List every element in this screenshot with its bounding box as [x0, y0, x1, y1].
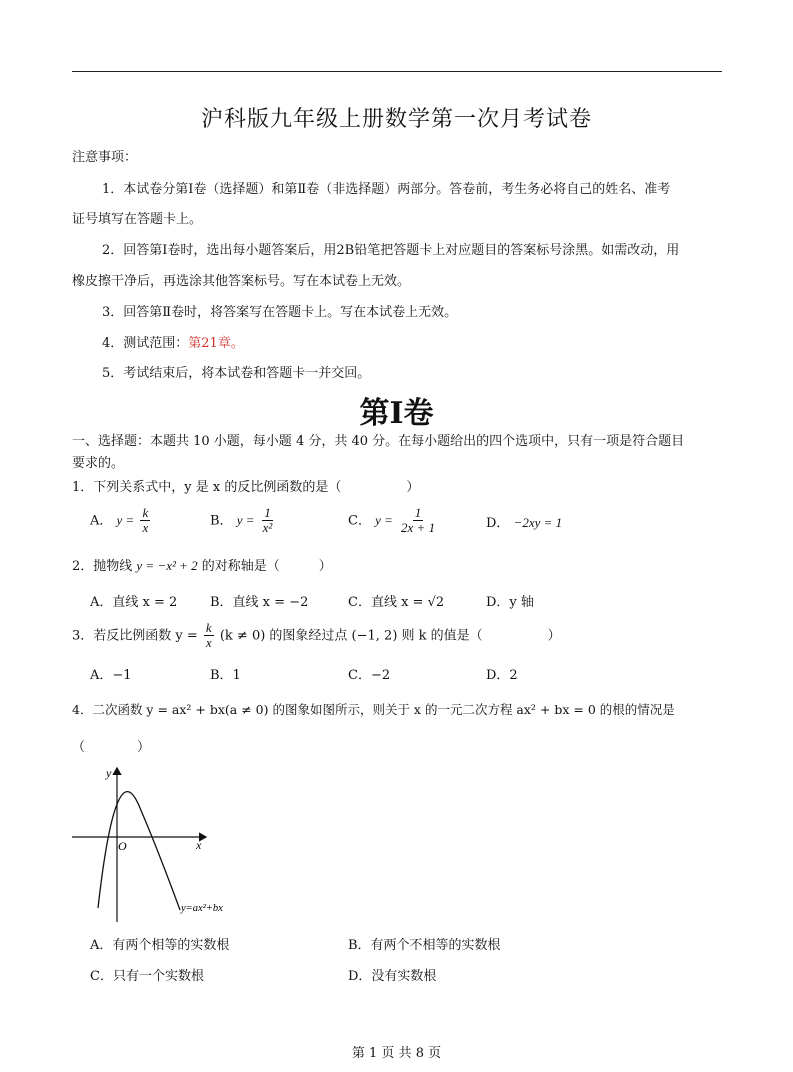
q3-option-c: C．−2 [348, 668, 391, 683]
note-2-line-1: 2．回答第Ⅰ卷时，选出每小题答案后，用2B铅笔把答题卡上对应题目的答案标号涂黑。如需改动，用 [102, 243, 680, 258]
q3-option-a: A．−1 [90, 668, 132, 683]
page-footer: 第 1 页 共 8 页 [351, 1046, 442, 1061]
q1-option-b: B． y = $\frac{1}{\text{x²}}$ [210, 505, 273, 536]
q2-stem: 2．抛物线 y = −x² + 2 的对称轴是（ ） [72, 558, 332, 574]
q4-option-d: D．没有实数根 [348, 969, 437, 984]
parabola-graph [68, 760, 248, 925]
note-1-line-1: 1．本试卷分第Ⅰ卷（选择题）和第Ⅱ卷（非选择题）两部分。答卷前，考生务必将自己的姓名、准考 [102, 182, 671, 197]
section-title: 第Ⅰ卷 [359, 396, 434, 431]
test-range: 第21章。 [188, 336, 244, 351]
part-intro-line-1: 一、选择题：本题共 10 小题，每小题 4 分，共 40 分。在每小题给出的四个选项中，只有一项是符合题目 [72, 434, 685, 449]
q4-option-b: B．有两个不相等的实数根 [348, 938, 501, 953]
q3-option-d: D．2 [486, 668, 518, 683]
q2-option-c: C．直线 x = √2 [348, 595, 445, 610]
q2-option-b: B．直线 x = −2 [210, 595, 309, 610]
q3-option-b: B．1 [210, 668, 241, 683]
q2-option-a: A．直线 x = 2 [90, 595, 178, 610]
parabola-curve [98, 792, 180, 910]
page-title: 沪科版九年级上册数学第一次月考试卷 [200, 107, 592, 132]
q3-stem: 3．若反比例函数 y = $\frac{k}{x}$ (k ≠ 0) 的图象经过点 (−1, 2) 则 k 的值是（ ） [72, 620, 561, 651]
q4-option-c: C．只有一个实数根 [90, 969, 204, 984]
note-5: 5．考试结束后，将本试卷和答题卡一并交回。 [102, 366, 371, 381]
graph-origin-label: O [118, 839, 127, 853]
graph-curve-label: y=ax²+bx [181, 903, 223, 914]
note-4 [102, 332, 244, 351]
q1-option-a: A． y = $\frac{k}{x}$ [90, 505, 149, 536]
notes-heading: 注意事项： [72, 150, 138, 165]
note-2-line-2: 橡皮擦干净后，再选涂其他答案标号。写在本试卷上无效。 [72, 274, 411, 289]
q4-stem-line-2: （ ） [72, 740, 151, 755]
q1-option-c: C． y = $\frac{1}{2x + 1}$ [348, 505, 436, 536]
graph-y-label: y [106, 766, 112, 780]
note-4-prefix: 4．测试范围： [102, 336, 189, 351]
q4-option-a: A．有两个相等的实数根 [90, 938, 230, 953]
q1-option-d: D． −2xy = 1 [486, 515, 563, 531]
q2-option-d: D．y 轴 [486, 595, 534, 610]
part-intro-line-2: 要求的。 [72, 456, 125, 471]
header-rule [72, 71, 722, 72]
graph-x-label: x [196, 838, 202, 852]
note-1-line-2: 证号填写在答题卡上。 [72, 212, 203, 227]
note-3: 3．回答第Ⅱ卷时，将答案写在答题卡上。写在本试卷上无效。 [102, 305, 458, 320]
q1-stem: 1．下列关系式中，y 是 x 的反比例函数的是（ ） [72, 480, 420, 495]
q4-stem-line-1: 4．二次函数 y = ax² + bx(a ≠ 0) 的图象如图所示，则关于 x 的一元二次方程 ax² + bx = 0 的根的情况是 [72, 702, 675, 717]
